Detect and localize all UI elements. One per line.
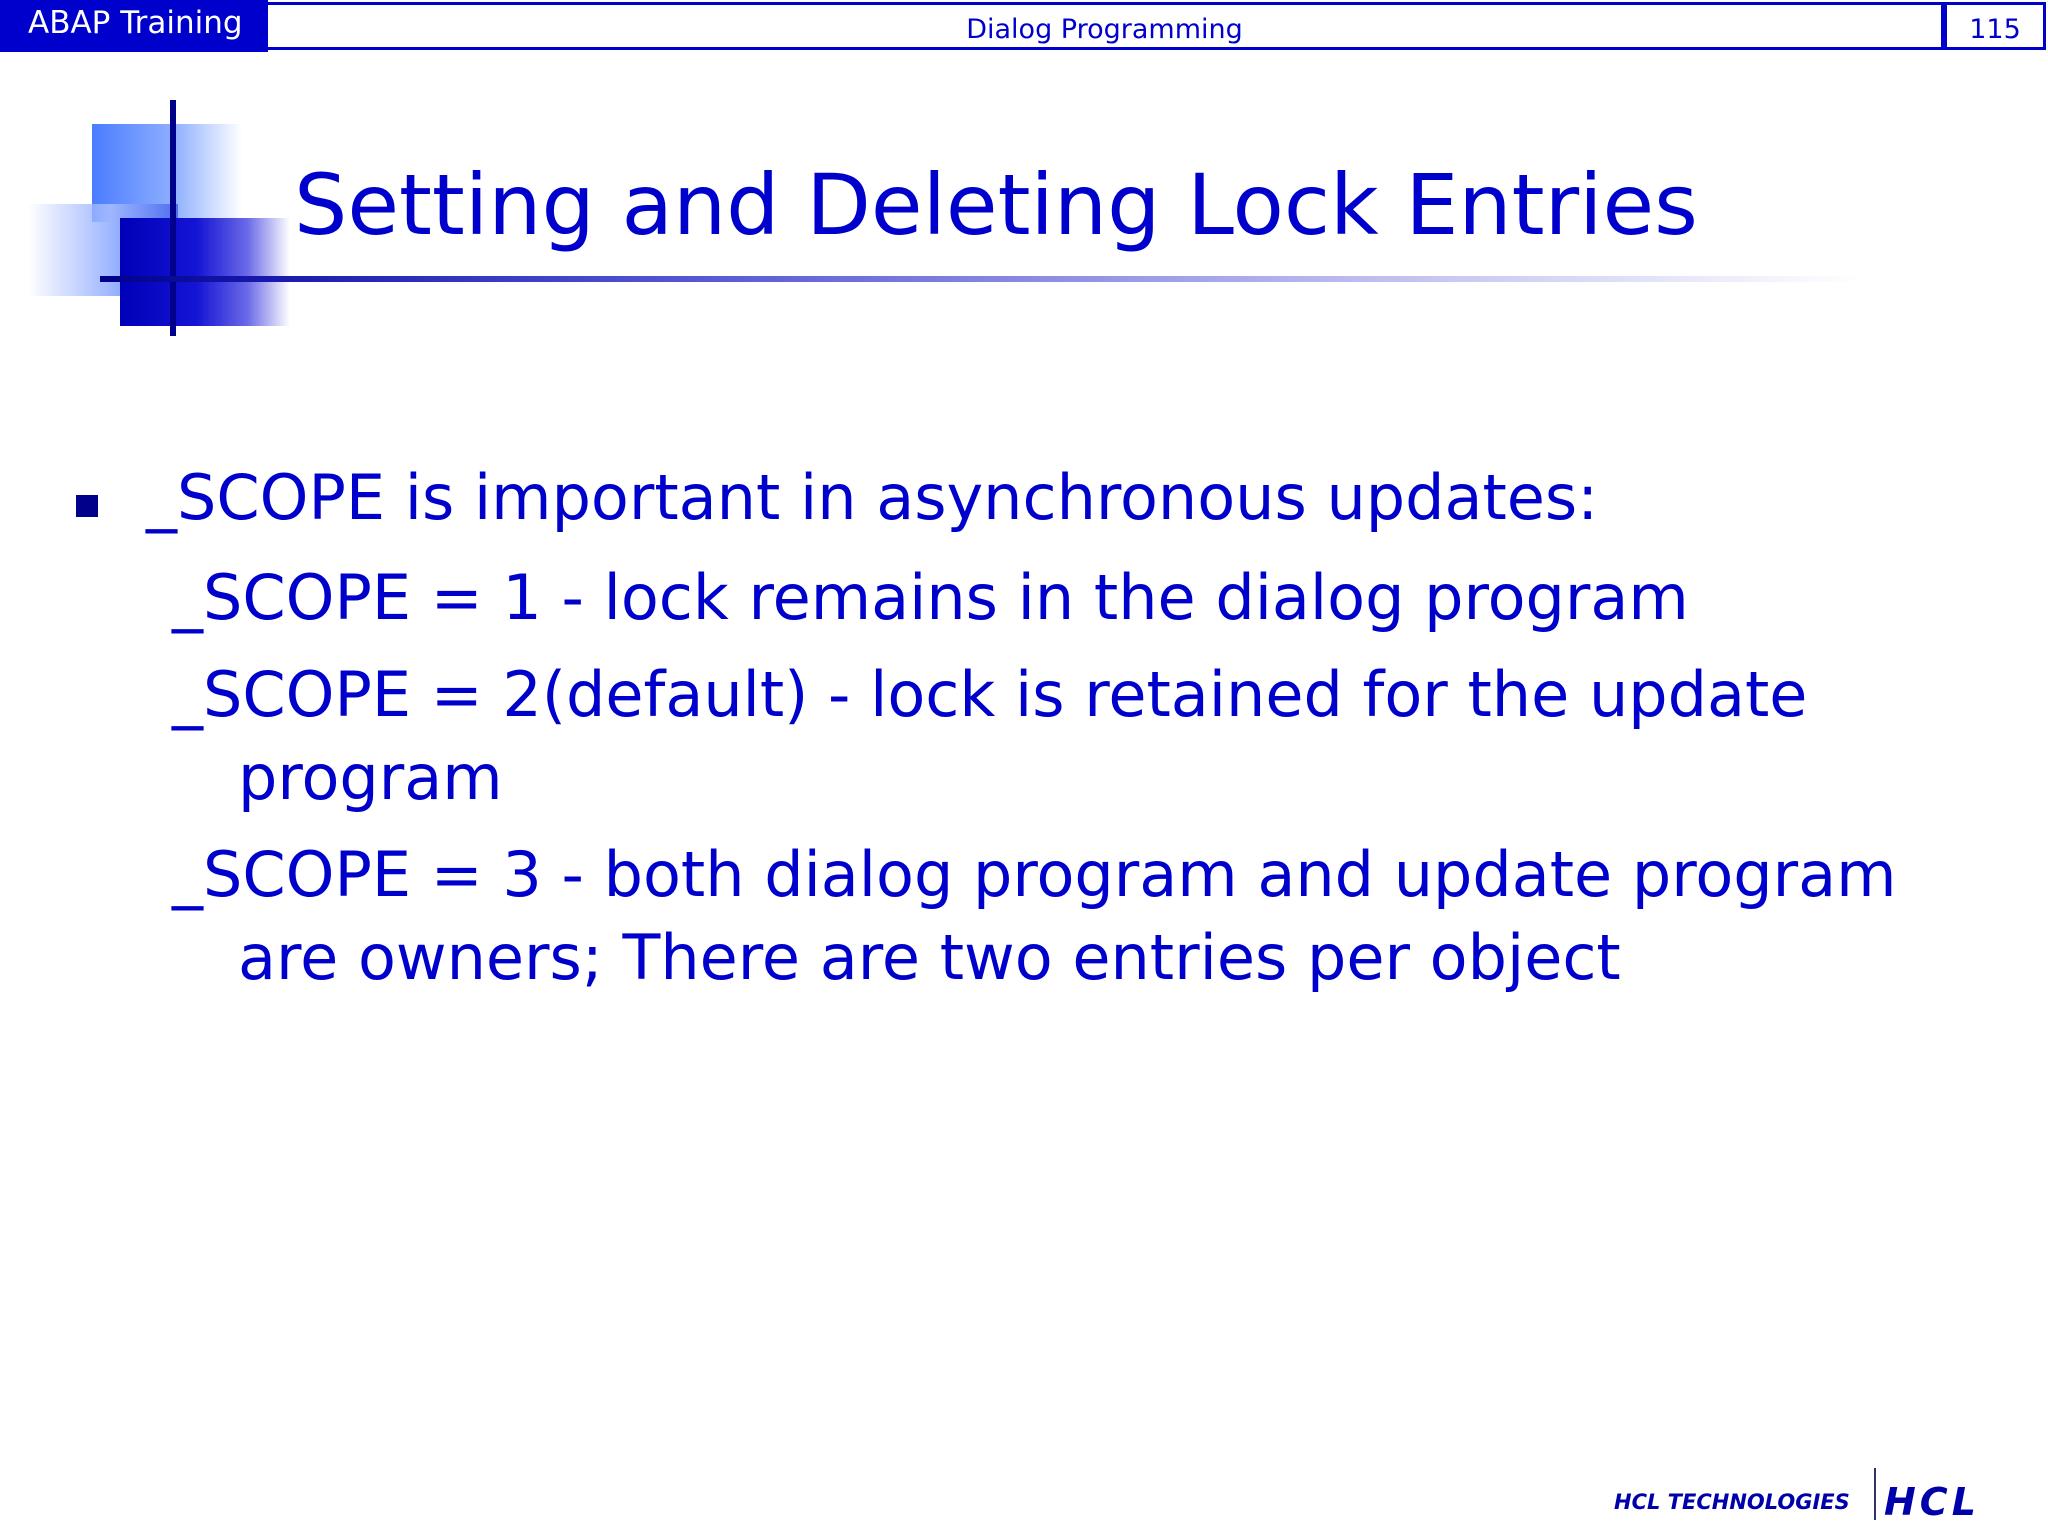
sub-line-scope-3: _SCOPE = 3 - both dialog program and update program bbox=[172, 838, 1897, 911]
sub-line-scope-2-continued: program bbox=[238, 741, 503, 814]
slide-title: Setting and Deleting Lock Entries bbox=[294, 156, 1698, 254]
decor-vertical-line bbox=[170, 100, 176, 336]
hcl-logo-mark: HCL bbox=[1884, 1480, 1980, 1524]
title-underline bbox=[100, 276, 1860, 282]
sub-line-scope-2: _SCOPE = 2(default) - lock is retained for the update bbox=[172, 658, 1808, 731]
hcl-technologies-text: HCL TECHNOLOGIES bbox=[1614, 1490, 1850, 1514]
bullet-text: _SCOPE is important in asynchronous updates: bbox=[146, 461, 1599, 534]
section-label: Dialog Programming bbox=[268, 2, 1944, 50]
logo-divider bbox=[1874, 1468, 1876, 1520]
course-label: ABAP Training bbox=[0, 0, 268, 52]
title-decoration bbox=[0, 0, 320, 340]
sub-line-scope-1: _SCOPE = 1 - lock remains in the dialog program bbox=[172, 561, 1689, 634]
hcl-logo bbox=[1600, 1460, 2040, 1524]
bullet-square-icon bbox=[76, 495, 98, 517]
decor-square-dark bbox=[120, 218, 290, 326]
page-number: 115 bbox=[1944, 2, 2046, 50]
sub-line-scope-3-continued: are owners; There are two entries per object bbox=[238, 921, 1621, 994]
